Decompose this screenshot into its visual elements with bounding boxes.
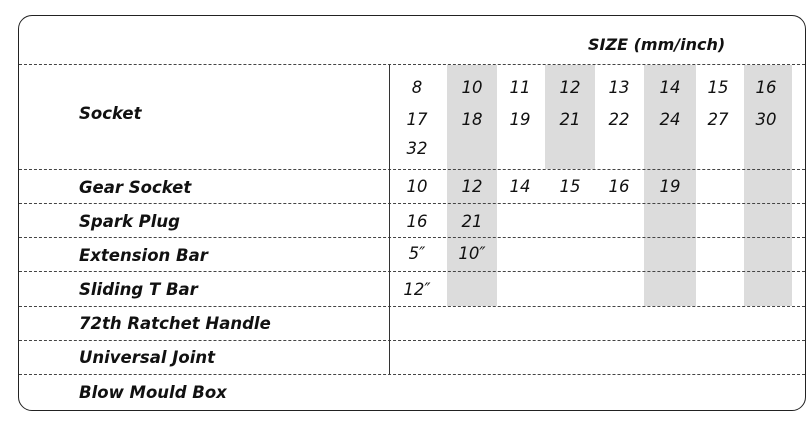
- size-value: 32: [406, 139, 428, 158]
- size-value: 11: [509, 78, 531, 97]
- row-label-ratchet-handle: 72th Ratchet Handle: [79, 314, 271, 333]
- size-value: 16: [608, 177, 630, 196]
- row-label-socket: Socket: [79, 104, 142, 123]
- row-divider: [19, 169, 805, 170]
- size-value: 14: [509, 177, 531, 196]
- row-label-blow-mould-box: Blow Mould Box: [79, 383, 227, 402]
- size-value: 18: [461, 110, 483, 129]
- size-value: 12″: [403, 280, 431, 299]
- shaded-column-8: [744, 65, 792, 306]
- size-value: 27: [707, 110, 729, 129]
- size-value: 16: [406, 212, 428, 231]
- row-divider: [19, 271, 805, 272]
- row-label-extension-bar: Extension Bar: [79, 246, 208, 265]
- size-value: 8: [411, 78, 423, 97]
- row-label-spark-plug: Spark Plug: [79, 212, 180, 231]
- size-value: 12: [461, 177, 483, 196]
- size-value: 17: [406, 110, 428, 129]
- row-label-universal-joint: Universal Joint: [79, 348, 216, 367]
- row-divider: [19, 340, 805, 341]
- row-divider: [19, 64, 805, 65]
- row-divider: [19, 374, 805, 375]
- size-value: 21: [461, 212, 483, 231]
- row-divider: [19, 306, 805, 307]
- row-label-gear-socket: Gear Socket: [79, 178, 192, 197]
- size-value: 13: [608, 78, 630, 97]
- size-value: 16: [755, 78, 777, 97]
- size-value: 5″: [408, 244, 426, 263]
- size-value: 12: [559, 78, 581, 97]
- size-value: 14: [659, 78, 681, 97]
- size-value: 19: [659, 177, 681, 196]
- size-heading: SIZE (mm/inch): [588, 35, 726, 54]
- size-value: 22: [608, 110, 630, 129]
- column-divider: [389, 65, 390, 374]
- size-value: 10″: [458, 244, 486, 263]
- size-value: 10: [406, 177, 428, 196]
- size-value: 24: [659, 110, 681, 129]
- row-divider: [19, 203, 805, 204]
- row-label-sliding-t-bar: Sliding T Bar: [79, 280, 198, 299]
- size-value: 15: [559, 177, 581, 196]
- size-value: 15: [707, 78, 729, 97]
- size-value: 30: [755, 110, 777, 129]
- size-value: 21: [559, 110, 581, 129]
- size-value: 19: [509, 110, 531, 129]
- row-divider: [19, 237, 805, 238]
- size-value: 10: [461, 78, 483, 97]
